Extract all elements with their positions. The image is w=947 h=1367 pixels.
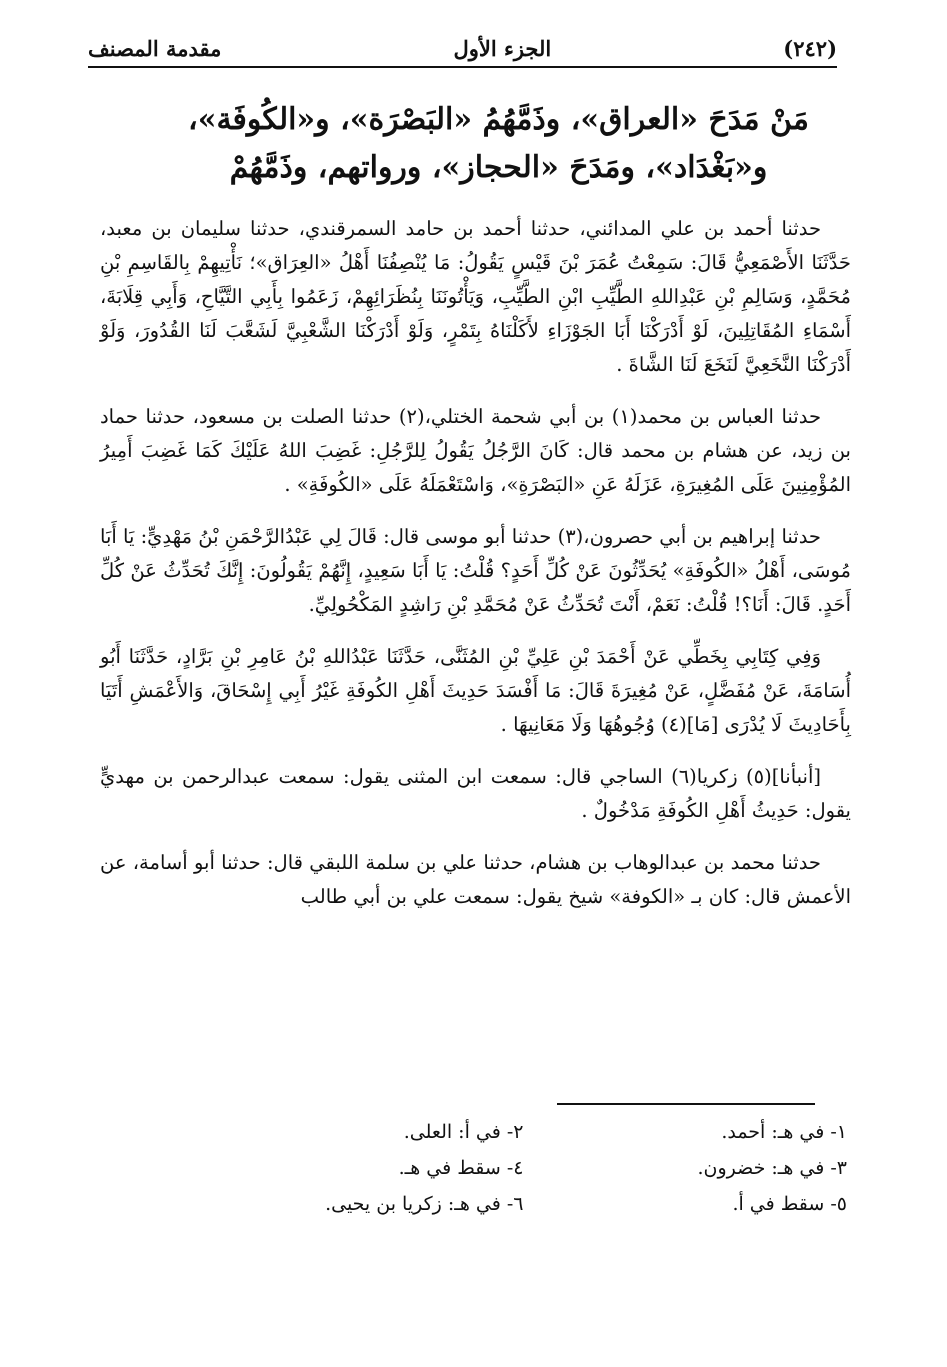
footnote-3: ٣- في هـ: خضرون. xyxy=(697,1157,847,1179)
paragraph-3: حدثنا إبراهيم بن أبي حصرون،(٣) حدثنا أبو موسى قال: قَالَ لِي عَبْدُالرَّحْمَنِ بْنُ مَهْدِيٍّ: يَا أَبَا مُوسَى، أَهْلُ «الكُوفَةِ» يُحَدِّثُونَ عَنْ كُلِّ أَحَدٍ؟ قُلْتُ: يَا أَبَا سَعِيدٍ، إِنَّهُمْ يَقُولُونَ: إِنَّكَ تُحَدِّثُ عَنْ كُلِّ أَحَدٍ. قَالَ: أَنَا؟! قُلْتُ: نَعَمْ، أَنْتَ تُحَدِّثُ عَنْ مُحَمَّدِ بْنِ رَاشِدٍ المَكْحُولِيِّ. xyxy=(100,525,851,616)
body-text xyxy=(100,212,851,932)
header-rule xyxy=(88,66,837,68)
footnote-rule xyxy=(557,1103,815,1105)
footnotes xyxy=(200,1118,847,1218)
page-number: (٢٤٢) xyxy=(783,35,837,61)
paragraph-2: حدثنا العباس بن محمد(١) بن أبي شحمة الختلي،(٢) حدثنا الصلت بن مسعود، حدثنا حماد بن زيد، عن هشام بن محمد قال: كَانَ الرَّجُلُ يَقُولُ لِلرَّجُلِ: غَضِبَ اللهُ عَلَيْكَ كَمَا غَضِبَ أَمِيرُ المُؤْمِنِينَ عَلَى المُغِيرَةِ، عَزَلَهُ عَنِ «البَصْرَةِ»، وَاسْتَعْمَلَهُ عَلَى «الكُوفَةِ» . xyxy=(100,405,851,496)
paragraph-6: حدثنا محمد بن عبدالوهاب بن هشام، حدثنا علي بن سلمة اللبقي قال: حدثنا أبو أسامة، عن الأعمش قال: كان بـ «الكوفة» شيخ يقول: سمعت علي بن أبي طالب xyxy=(100,851,851,908)
footnote-2: ٢- في أ: العلى. xyxy=(403,1121,524,1143)
chapter-title xyxy=(170,96,827,192)
volume-label: الجزء الأول xyxy=(453,35,552,61)
paragraph-4: وَفِي كِتَابِي بِخَطِّي عَنْ أَحْمَدَ بْنِ عَلِيِّ بْنِ المُثَنَّى، حَدَّثَنَا عَبْدُاللهِ بْنُ عَامِرِ بْنِ بَرَّادٍ، حَدَّثَنَا أَبُو أُسَامَةَ، عَنْ مُفَضَّلٍ، عَنْ مُغِيرَةَ قَالَ: مَا أَفْسَدَ حَدِيثَ أَهْلِ الكُوفَةِ غَيْرُ أَبِي إِسْحَاقَ، وَالأَعْمَشِ أَتَيَا بِأَحَادِيثَ لَا يُدْرَى [مَا](٤) وُجُوهُهَا وَلَا مَعَانِيهَا . xyxy=(100,645,851,736)
footnote-4: ٤- سقط في هـ. xyxy=(398,1157,524,1179)
footnote-6: ٦- في هـ: زكريا بن يحيى. xyxy=(325,1193,524,1215)
footnote-1: ١- في هـ: أحمد. xyxy=(721,1121,847,1143)
paragraph-5: [أنبأنا](٥) زكريا(٦) الساجي قال: سمعت ابن المثنى يقول: سمعت عبدالرحمن بن مهديٍّ يقول: حَدِيثُ أَهْلِ الكُوفَةِ مَدْخُولٌ . xyxy=(100,765,851,822)
chapter-title-line-1: مَنْ مَدَحَ «العراق»، وذَمَّهُمُ «البَصْرَة»، و«الكُوفَة»، xyxy=(188,102,809,137)
chapter-title-line-2: و«بَغْدَاد»، ومَدَحَ «الحجاز»، ورواتهم، وذَمَّهُمْ xyxy=(229,150,768,185)
footnote-5: ٥- سقط في أ. xyxy=(732,1193,847,1215)
section-label: مقدمة المصنف xyxy=(88,35,222,61)
paragraph-1: حدثنا أحمد بن علي المدائني، حدثنا أحمد بن حامد السمرقندي، حدثنا سليمان بن معبد، حَدَّثَنَا الأَصْمَعِيُّ قَالَ: سَمِعْتُ عُمَرَ بْنَ قَيْسٍ يَقُولُ: مَا يُنْصِفُنَا أَهْلُ «العِرَاق»؛ نَأْتِيهِمْ بِالقَاسِمِ بْنِ مُحَمَّدٍ، وَسَالِمِ بْنِ عَبْدِاللهِ الطَّيِّبِ ابْنِ الطَّيِّبِ، وَيَأْتُونَنَا بِنُظَرَائِهِمْ، زَعَمُوا بِأَبِي التَّيَّاحِ، وَأَبِي قِلَابَةَ، أَسْمَاءِ المُقَاتِلِينَ، لَوْ أَدْرَكْنَا أَبَا الجَوْزَاءِ لأَكَلْنَاهُ بِتَمْرٍ، وَلَوْ أَدْرَكْنَا الشَّعْبِيَّ لَشَعَّبَ لَنَا القُدُورَ، وَلَوْ أَدْرَكْنَا النَّخَعِيَّ لَنَخَعَ لَنَا الشَّاةَ . xyxy=(100,217,851,376)
running-header xyxy=(88,30,837,66)
